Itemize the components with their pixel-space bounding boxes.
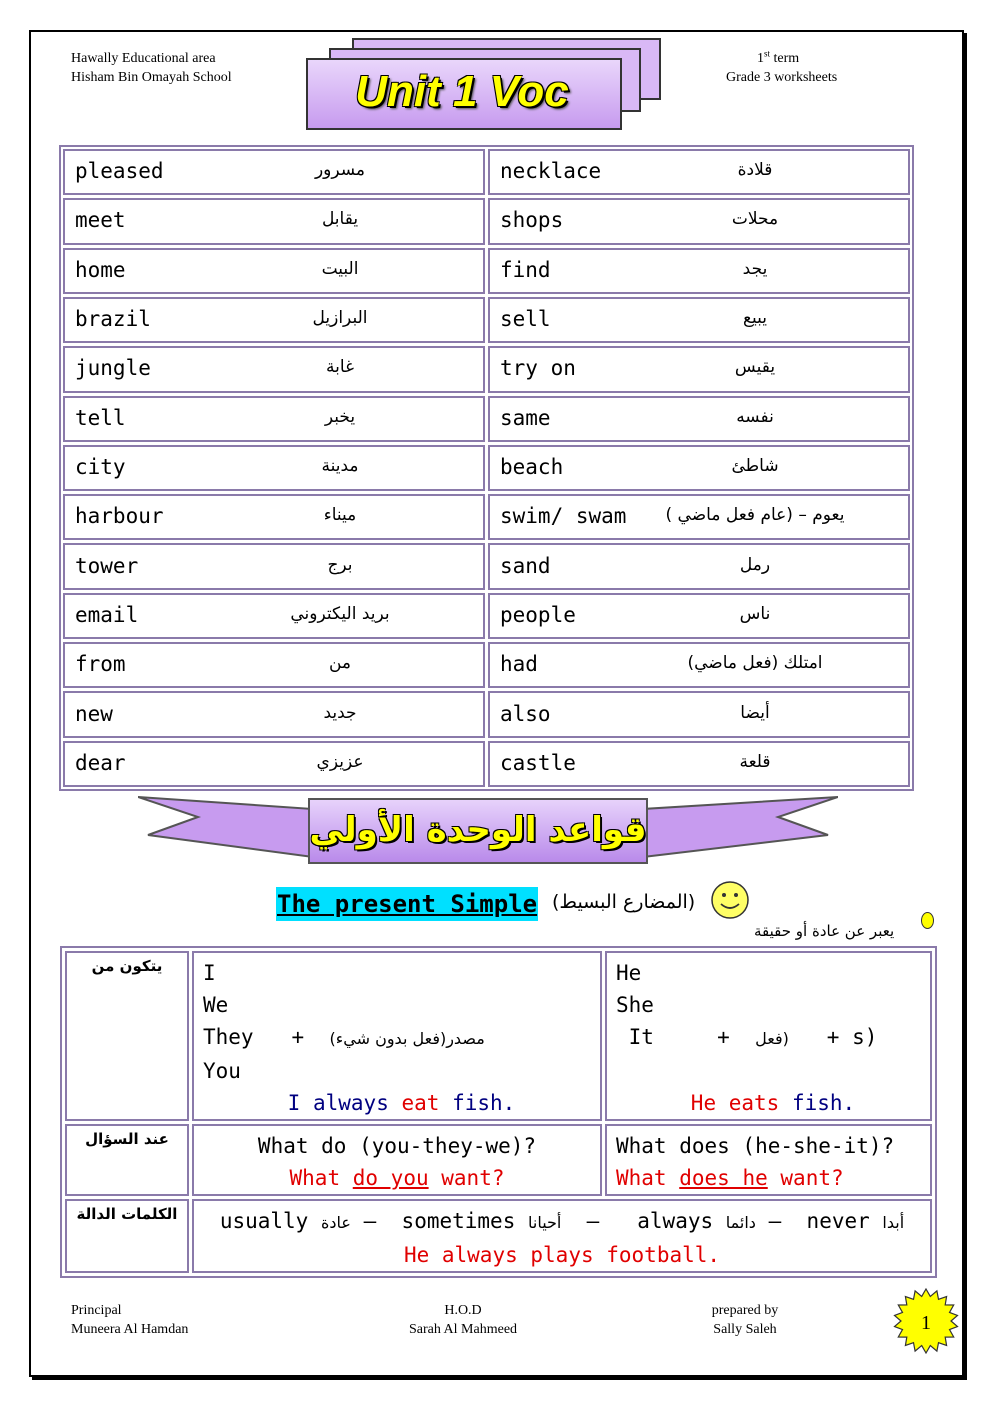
vocab-arabic: غابة — [326, 357, 354, 378]
vocab-english: meet — [75, 208, 126, 233]
vocab-cell — [63, 396, 485, 442]
page-number: 1 — [921, 1312, 931, 1334]
footer-prepared-by: prepared by Sally Saleh — [711, 1303, 779, 1337]
grammar-table — [60, 946, 937, 1278]
vocab-english: home — [75, 257, 126, 282]
vocab-english: beach — [500, 454, 564, 479]
vocab-english: email — [75, 602, 139, 627]
vocab-english: find — [500, 257, 551, 282]
vocab-cell — [488, 297, 910, 343]
vocab-english: tell — [75, 405, 126, 430]
bullet-icon — [921, 912, 934, 929]
header-term: 1st term — [757, 48, 800, 66]
vocab-arabic: ناس — [739, 603, 771, 624]
vocab-cell — [63, 248, 485, 294]
vocab-english: jungle — [75, 356, 151, 381]
present-simple-note: يعبر عن عادة أو حقيقة — [754, 922, 895, 940]
vocab-arabic: شاطئ — [731, 455, 779, 476]
vocab-cell — [488, 396, 910, 442]
signal-words-cell — [192, 1199, 932, 1273]
vocab-english: also — [500, 701, 551, 726]
vocab-english: harbour — [75, 504, 164, 529]
vocab-arabic: يقيس — [734, 357, 776, 378]
vocab-arabic: ميناء — [323, 505, 357, 526]
footer-hod: H.O.D Sarah Al Mahmeed — [408, 1303, 518, 1337]
vocab-english: sand — [500, 553, 551, 578]
vocab-english: tower — [75, 553, 139, 578]
vocab-english: same — [500, 405, 551, 430]
vocab-cell — [488, 593, 910, 639]
vocab-cell — [63, 543, 485, 589]
vocab-cell — [488, 691, 910, 737]
singular-question-cell — [605, 1124, 932, 1196]
plural-question: What do (you-they-we)? — [257, 1134, 537, 1158]
vocab-arabic: جديد — [323, 702, 357, 723]
header-school-info — [71, 49, 232, 87]
vocab-cell — [488, 445, 910, 491]
vocab-cell — [63, 346, 485, 392]
vocab-cell — [63, 149, 485, 195]
vocab-arabic: من — [328, 653, 352, 674]
singular-question: What does (he-she-it)? — [616, 1134, 895, 1158]
vocab-arabic: مسرور — [314, 160, 366, 181]
vocab-english: pleased — [75, 158, 164, 183]
plural-example: I always eat fish. — [287, 1091, 516, 1115]
plural-formation-cell — [192, 951, 602, 1121]
signal-example: He always plays football. — [403, 1243, 721, 1267]
row-head-signal-words: الكلمات الدالة — [65, 1199, 189, 1273]
singular-example: He eats fish. — [690, 1091, 856, 1115]
vocab-cell — [488, 543, 910, 589]
vocab-cell — [488, 149, 910, 195]
vocab-english: castle — [500, 750, 576, 775]
row-head-question: عند السؤال — [65, 1124, 189, 1196]
vocab-arabic: يخبر — [324, 406, 356, 427]
vocab-cell — [63, 741, 485, 787]
singular-question-example: What does he want? — [616, 1166, 844, 1190]
vocab-cell — [63, 445, 485, 491]
vocab-cell — [488, 346, 910, 392]
vocab-english: necklace — [500, 158, 602, 183]
vocab-cell — [488, 494, 910, 540]
unit-title: Unit 1 Voc — [355, 67, 569, 116]
plural-question-example: What do you want? — [289, 1166, 505, 1190]
vocab-english: swim/ swam — [500, 504, 627, 529]
pronoun-rule-line: It + (فعل + s) — [628, 1025, 878, 1049]
vocab-english: dear — [75, 750, 126, 775]
vocab-cell — [488, 198, 910, 244]
present-simple-arabic: (المضارع البسيط) — [552, 891, 696, 913]
vocab-cell — [63, 494, 485, 540]
vocab-cell — [63, 593, 485, 639]
vocab-arabic: البيت — [321, 258, 359, 279]
header-term-info — [726, 49, 837, 87]
pronoun: You — [203, 1059, 241, 1083]
vocab-english: had — [500, 652, 538, 677]
vocab-arabic: يقابل — [321, 209, 359, 230]
vocab-cell — [63, 297, 485, 343]
vocab-arabic: نفسه — [736, 406, 774, 427]
header-grade: Grade 3 worksheets — [726, 70, 838, 85]
vocab-cell — [63, 642, 485, 688]
singular-formation-cell — [605, 951, 932, 1121]
vocab-arabic: برج — [327, 554, 353, 575]
pronoun: She — [616, 993, 654, 1017]
vocabulary-table — [59, 145, 914, 791]
vocab-cell — [488, 642, 910, 688]
vocab-arabic: البرازيل — [312, 308, 368, 329]
vocab-arabic: قلادة — [737, 160, 773, 181]
vocab-cell — [488, 741, 910, 787]
pronoun: He — [616, 961, 642, 985]
pronoun: I — [203, 961, 216, 985]
header-school: Hisham Bin Omayah School — [71, 70, 232, 85]
vocab-arabic: يعوم – (عام فعل ماضي ) — [665, 505, 845, 526]
grammar-title: قواعد الوحدة الأولي — [309, 810, 647, 850]
unit-title-banner — [306, 38, 661, 130]
vocab-arabic: بريد اليكتروني — [290, 603, 390, 624]
vocab-cell — [63, 198, 485, 244]
vocab-english: brazil — [75, 306, 151, 331]
pronoun-rule-line: They + مصدر(فعل بدون شيء) — [203, 1025, 485, 1049]
header-area: Hawally Educational area — [71, 51, 216, 66]
vocab-arabic: قلعة — [739, 751, 771, 772]
vocab-english: try on — [500, 356, 576, 381]
vocab-arabic: رمل — [739, 554, 771, 575]
vocab-english: shops — [500, 208, 564, 233]
present-simple-title: The present Simple — [276, 887, 538, 921]
vocab-english: new — [75, 701, 113, 726]
vocab-cell — [488, 248, 910, 294]
vocab-english: people — [500, 602, 576, 627]
plural-rule-arabic: مصدر(فعل بدون شيء) — [329, 1029, 485, 1048]
signal-words-line: usually عادة – sometimes أحيانا – always دائما – never أبدا — [219, 1209, 905, 1233]
vocab-english: from — [75, 652, 126, 677]
vocab-arabic: يبيع — [742, 308, 768, 329]
vocab-arabic: محلات — [731, 209, 779, 230]
grammar-ribbon — [138, 795, 838, 870]
vocab-arabic: عزيزي — [316, 751, 364, 772]
vocab-arabic: يجد — [742, 258, 768, 279]
vocab-arabic: امتلك (فعل ماضي) — [687, 653, 823, 674]
plural-question-cell — [192, 1124, 602, 1196]
row-head-formation: يتكون من — [65, 951, 189, 1121]
pronoun: We — [203, 993, 229, 1017]
vocab-cell — [63, 691, 485, 737]
page-number-badge — [893, 1288, 959, 1354]
vocab-english: city — [75, 454, 126, 479]
vocab-english: sell — [500, 306, 551, 331]
smiley-icon — [710, 880, 750, 920]
vocab-arabic: أيضا — [740, 702, 770, 723]
footer-principal: Principal Muneera Al Hamdan — [71, 1303, 189, 1337]
vocab-arabic: مدينة — [321, 455, 359, 476]
